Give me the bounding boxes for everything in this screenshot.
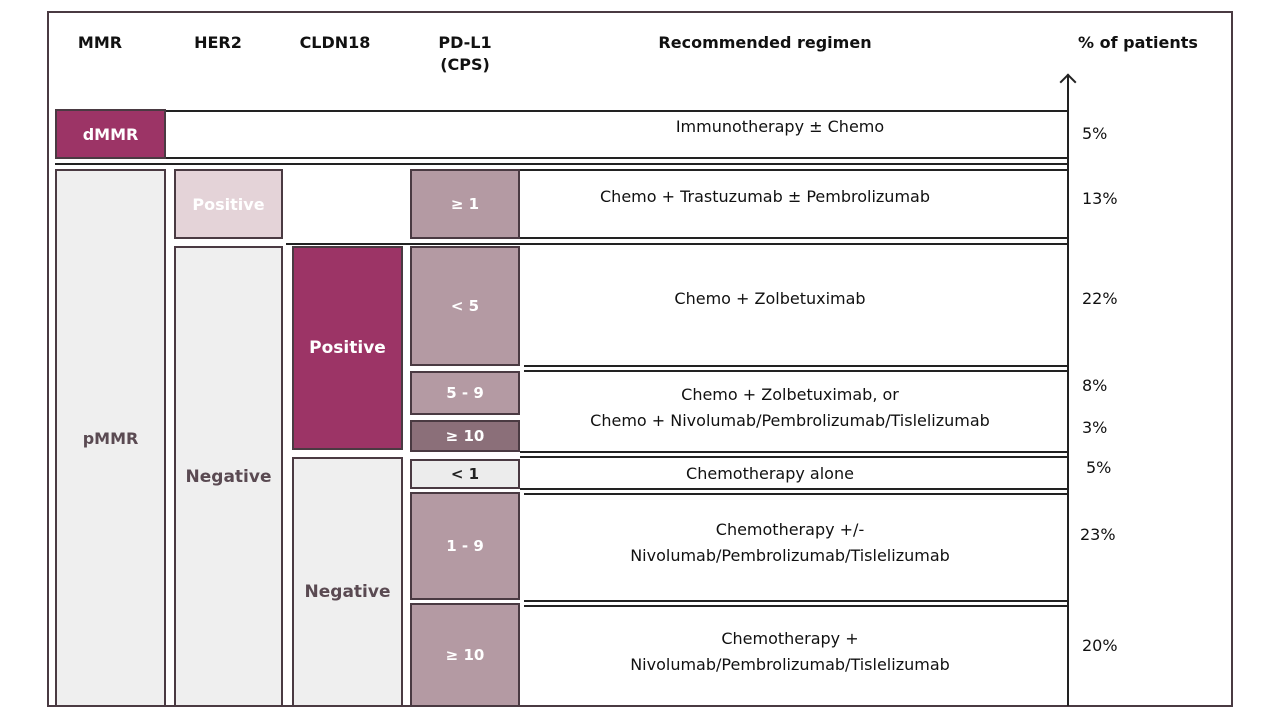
row-line (520, 451, 1067, 453)
pdl1-lt1-box: < 1 (410, 459, 520, 489)
regimen-trastuzumab: Chemo + Trastuzumab ± Pembrolizumab (600, 187, 930, 206)
percent-label: 22% (1082, 289, 1118, 308)
header-pdl1: PD-L1 (CPS) (438, 33, 492, 74)
percent-label: 23% (1080, 525, 1116, 544)
row-line (166, 157, 1067, 159)
regimen-zolbetuximab-or-ici: Chemo + Zolbetuximab, or Chemo + Nivolumab/Pembrolizumab/Tislelizumab (590, 385, 990, 430)
row-line (520, 488, 1067, 490)
dmmr-box: dMMR (55, 109, 166, 159)
header-her2: HER2 (194, 33, 242, 52)
percent-axis (1067, 76, 1069, 706)
pdl1-her2pos-box: ≥ 1 (410, 169, 520, 239)
pmmr-box: pMMR (55, 169, 166, 707)
header-mmr: MMR (77, 33, 123, 52)
pdl1-1-9-box: 1 - 9 (410, 492, 520, 600)
cldn18-negative-box: Negative (292, 457, 403, 707)
pdl1-ge10-cldpos-box: ≥ 10 (410, 420, 520, 452)
regimen-chemo-alone: Chemotherapy alone (686, 464, 854, 483)
row-line (520, 237, 1067, 239)
row-line (166, 110, 1067, 112)
row-line (524, 365, 1067, 367)
regimen-immunotherapy: Immunotherapy ± Chemo (675, 117, 885, 136)
header-percent: % of patients (1078, 33, 1198, 52)
row-line (286, 243, 1067, 245)
percent-label: 3% (1082, 418, 1108, 437)
pdl1-ge10-cldneg-box: ≥ 10 (410, 603, 520, 707)
percent-label: 20% (1082, 636, 1118, 655)
row-line (524, 605, 1067, 607)
pdl1-5-9-box: 5 - 9 (410, 371, 520, 415)
header-cldn18: CLDN18 (299, 33, 371, 52)
regimen-chemo-plus-ici: Chemotherapy + Nivolumab/Pembrolizumab/Tislelizumab (630, 629, 950, 674)
percent-label: 5% (1082, 124, 1108, 143)
percent-label: 13% (1082, 189, 1118, 208)
header-regimen: Recommended regimen (658, 33, 872, 52)
row-line (524, 493, 1067, 495)
regimen-zolbetuximab: Chemo + Zolbetuximab (674, 289, 866, 308)
row-line (524, 370, 1067, 372)
pdl1-lt5-box: < 5 (410, 246, 520, 366)
row-line (524, 600, 1067, 602)
percent-label: 8% (1082, 376, 1108, 395)
row-line (520, 169, 1067, 171)
percent-label: 5% (1086, 458, 1112, 477)
cldn18-positive-box: Positive (292, 246, 403, 450)
her2-negative-box: Negative (174, 246, 283, 707)
row-line (520, 456, 1067, 458)
regimen-chemo-optional-ici: Chemotherapy +/- Nivolumab/Pembrolizumab/Tislelizumab (630, 520, 950, 565)
her2-positive-box: Positive (174, 169, 283, 239)
row-line (55, 163, 1067, 165)
